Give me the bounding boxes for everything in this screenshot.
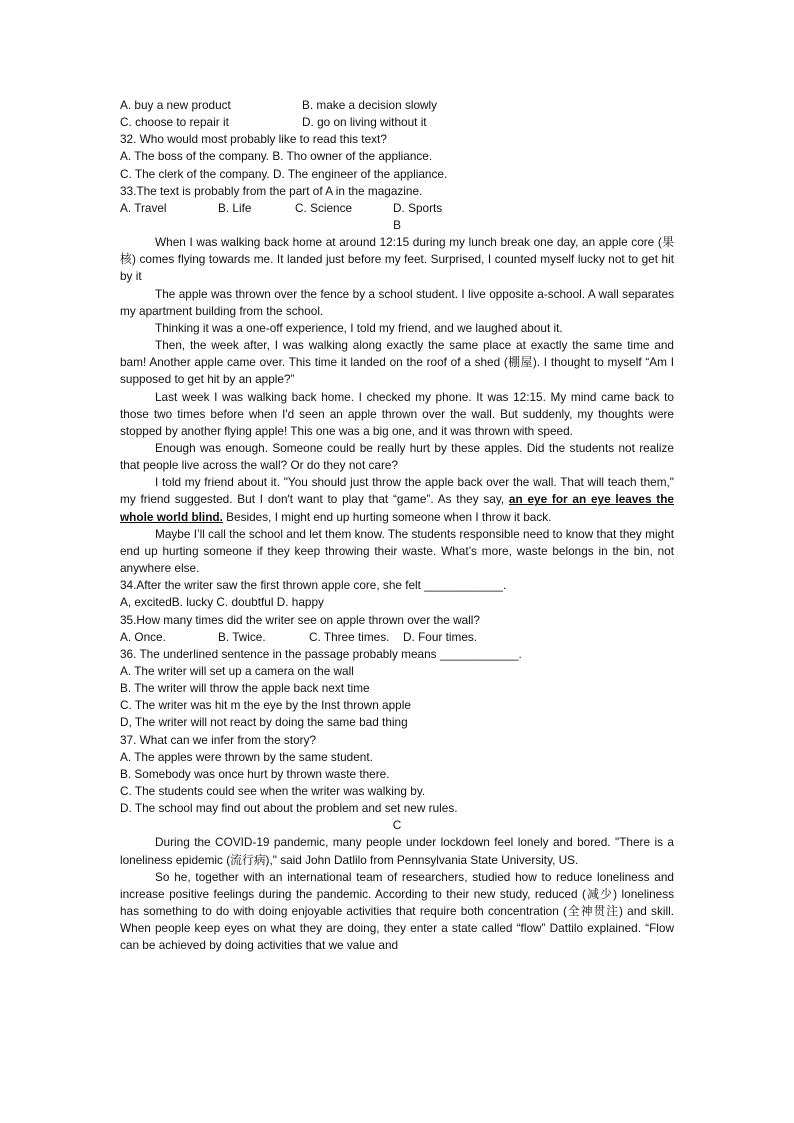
underlined-sentence: an eye for an eye leaves the whole world blind. (120, 492, 674, 524)
section-c-label: C (392, 818, 402, 833)
q32-options-row1: A. The boss of the company. B. Tho owner of the appliance. (120, 149, 433, 164)
section-b-paragraph-2: The apple was thrown over the fence by a school student. I live opposite a-school. A wall separates my apartment building from the school. (120, 286, 674, 318)
q32-options-row2: C. The clerk of the company. D. The engineer of the appliance. (120, 166, 448, 181)
q34-options: A, excitedB. lucky C. doubtful D. happy (120, 595, 324, 610)
section-b-paragraph-3: Thinking it was a one-off experience, I told my friend, and we laughed about it. (155, 320, 563, 335)
q31-option-c: C. choose to repair it (120, 115, 229, 130)
q37-option-d: D. The school may find out about the problem and set new rules. (120, 801, 458, 816)
q32-question: 32. Who would most probably like to read this text? (120, 132, 387, 147)
q31-option-a: A. buy a new product (120, 98, 231, 112)
q34-question: 34.After the writer saw the first thrown apple core, she felt ____________. (120, 578, 507, 593)
q33-option-b: B. Life (218, 200, 252, 215)
paragraph-7-text-after: Besides, I might end up hurting someone when I throw it back. (222, 509, 552, 524)
q31-options-row2 (120, 114, 674, 131)
q36-option-b: B. The writer will throw the apple back next time (120, 681, 370, 696)
q36-question: 36. The underlined sentence in the passage probably means ____________. (120, 646, 522, 661)
q35-option-d: D. Four times. (403, 629, 478, 644)
q33-options (120, 200, 674, 217)
q35-options (120, 629, 674, 646)
q35-option-b: B. Twice. (218, 629, 266, 644)
section-b-paragraph-8: Maybe I’ll call the school and let them know. The students responsible need to know that they might end up hurting someone if they keep throwing their waste. What’s more, waste belongs in the bin, not anywhere else. (120, 526, 674, 576)
q31-options-row1 (120, 97, 674, 114)
q37-option-a: A. The apples were thrown by the same student. (120, 749, 373, 764)
q37-option-b: B. Somebody was once hurt by thrown waste there. (120, 766, 390, 781)
section-b-paragraph-7 (120, 474, 674, 525)
q37-question: 37. What can we infer from the story? (120, 732, 317, 747)
section-b-paragraph-6: Enough was enough. Someone could be really hurt by these apples. Did the students not realize that people live across the wall? Or do they not care? (120, 441, 674, 473)
section-c-paragraph-1: During the COVID-19 pandemic, many people under lockdown feel lonely and bored. "There is a loneliness epidemic (流行病)," said John Datlilo from Pennsylvania State University, US. (120, 835, 674, 867)
q35-option-c: C. Three times. (309, 629, 390, 644)
q33-option-a: A. Travel (120, 200, 167, 215)
section-b-paragraph-1: When I was walking back home at around 12:15 during my lunch break one day, an apple core (果核) comes flying towards me. It landed just before my feet. Surprised, I counted myself lucky not to get hit by it (120, 235, 674, 284)
q31-option-d: D. go on living without it (302, 115, 427, 130)
q37-option-c: C. The students could see when the writer was walking by. (120, 783, 426, 798)
q36-option-c: C. The writer was hit m the eye by the Inst thrown apple (120, 698, 411, 713)
section-c-paragraph-2: So he, together with an international team of researchers, studied how to reduce loneliness and increase positive feelings during the pandemic. According to their new study, reduced (减少) loneliness has something to do with doing enjoyable activities that require both concentration (全神贯注) and skill. When people keep eyes on what they are doing, they enter a state called “flow” Dattilo explained. “Flow can be achieved by doing activities that we value and (120, 869, 674, 953)
page-content (120, 97, 674, 954)
q31-option-b: B. make a decision slowly (302, 98, 438, 112)
q33-option-c: C. Science (295, 200, 353, 215)
q33-question: 33.The text is probably from the part of A in the magazine. (120, 183, 423, 198)
section-b-paragraph-5: Last week I was walking back home. I checked my phone. It was 12:15. My mind came back to those two times before when I'd seen an apple thrown over the wall. But suddenly, my thoughts were stopped by another flying apple! This one was a big one, and it was thrown with speed. (120, 389, 674, 438)
section-b-paragraph-4: Then, the week after, I was walking along exactly the same place at exactly the same time and bam! Another apple came over. This time it landed on the roof of a shed (棚屋). I thought to myself “Am I supposed to get hit by an apple?” (120, 338, 674, 387)
paragraph-7-text-before: I told my friend about it. "You should just throw the apple back over the wall. That will teach them," my friend suggested. But I don't want to play that “game”. As they say, (120, 475, 674, 507)
q36-option-d: D, The writer will not react by doing the same bad thing (120, 715, 408, 730)
q36-option-a: A. The writer will set up a camera on the wall (120, 663, 354, 678)
q33-option-d: D. Sports (393, 200, 443, 215)
q35-option-a: A. Once. (120, 629, 166, 644)
q35-question: 35.How many times did the writer see on apple thrown over the wall? (120, 612, 480, 627)
section-b-label: B (393, 217, 401, 232)
